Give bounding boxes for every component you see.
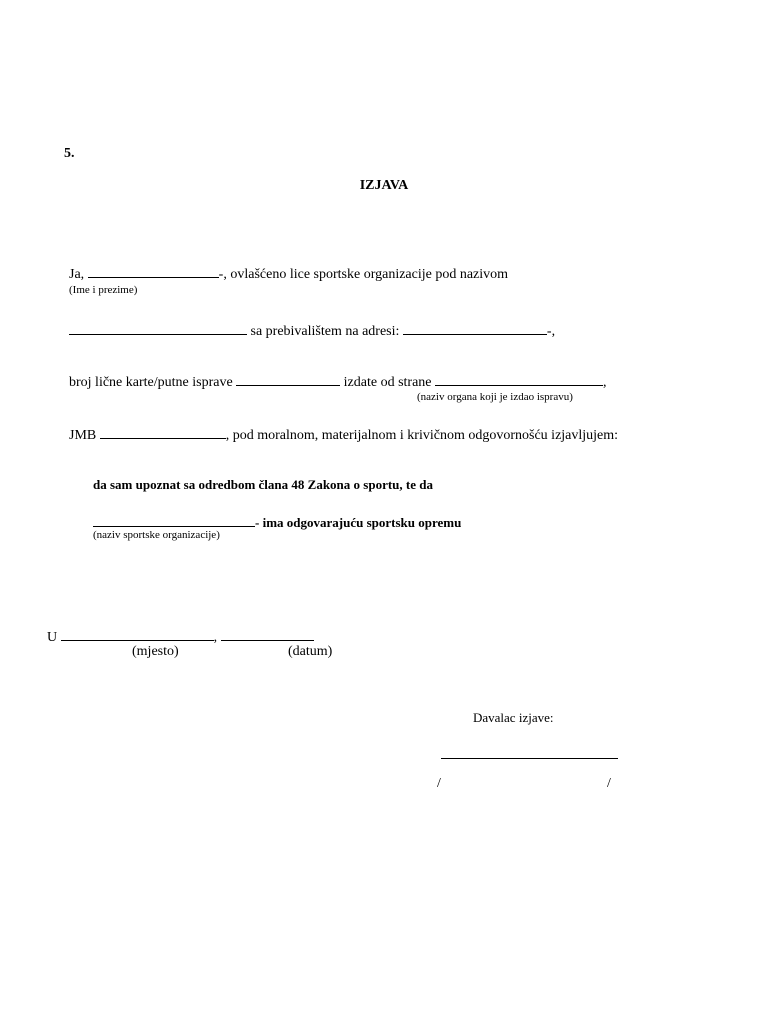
sports-organization-field[interactable] (93, 512, 255, 527)
signature-line[interactable] (441, 758, 618, 759)
address-field[interactable] (403, 320, 547, 335)
issuing-authority-hint: (naziv organa koji je izdao ispravu) (417, 391, 573, 403)
id-document-line (69, 371, 607, 391)
jmb-label: JMB (69, 428, 97, 443)
id-number-field[interactable] (236, 371, 340, 386)
name-hint: (Ime i prezime) (69, 284, 138, 296)
ja-label: Ja, (69, 267, 85, 282)
place-hint: (mjesto) (132, 644, 179, 659)
jmb-line (69, 424, 618, 444)
id-document-label: broj lične karte/putne isprave (69, 375, 233, 390)
equipment-text: ima odgovarajuću sportsku opremu (262, 515, 462, 530)
dash-mark: - (255, 515, 260, 530)
slash-left: / (437, 776, 441, 791)
issuing-authority-field[interactable] (435, 371, 603, 386)
comma-mark: , (213, 630, 218, 645)
statement-line-1: da sam upoznat sa odredbom člana 48 Zakona o sportu, te da (93, 477, 433, 492)
date-hint: (datum) (288, 644, 333, 659)
organization-address-line (69, 320, 555, 340)
signer-label: Davalac izjave: (473, 710, 554, 725)
dash-mark: -, (218, 267, 227, 282)
authorized-person-text: ovlašćeno lice sportske organizacije pod nazivom (230, 267, 509, 282)
jmb-field[interactable] (100, 424, 226, 439)
full-name-field[interactable] (88, 263, 219, 278)
issued-by-label: izdate od strane (343, 375, 432, 390)
declarant-line (69, 263, 508, 283)
place-prefix: U (47, 630, 58, 645)
date-field[interactable] (221, 626, 314, 641)
place-field[interactable] (61, 626, 214, 641)
organization-name-field[interactable] (69, 320, 247, 335)
place-date-line (47, 626, 314, 646)
document-number: 5. (64, 146, 75, 161)
liability-text: , pod moralnom, materijalnom i krivičnom odgovornošću izjavljujem: (225, 428, 619, 443)
dash-mark: -, (546, 324, 556, 339)
address-label: sa prebivalištem na adresi: (250, 324, 400, 339)
comma-mark: , (603, 375, 607, 390)
sports-organization-hint: (naziv sportske organizacije) (93, 529, 220, 541)
slash-right: / (607, 776, 611, 791)
document-title: IZJAVA (359, 178, 409, 193)
